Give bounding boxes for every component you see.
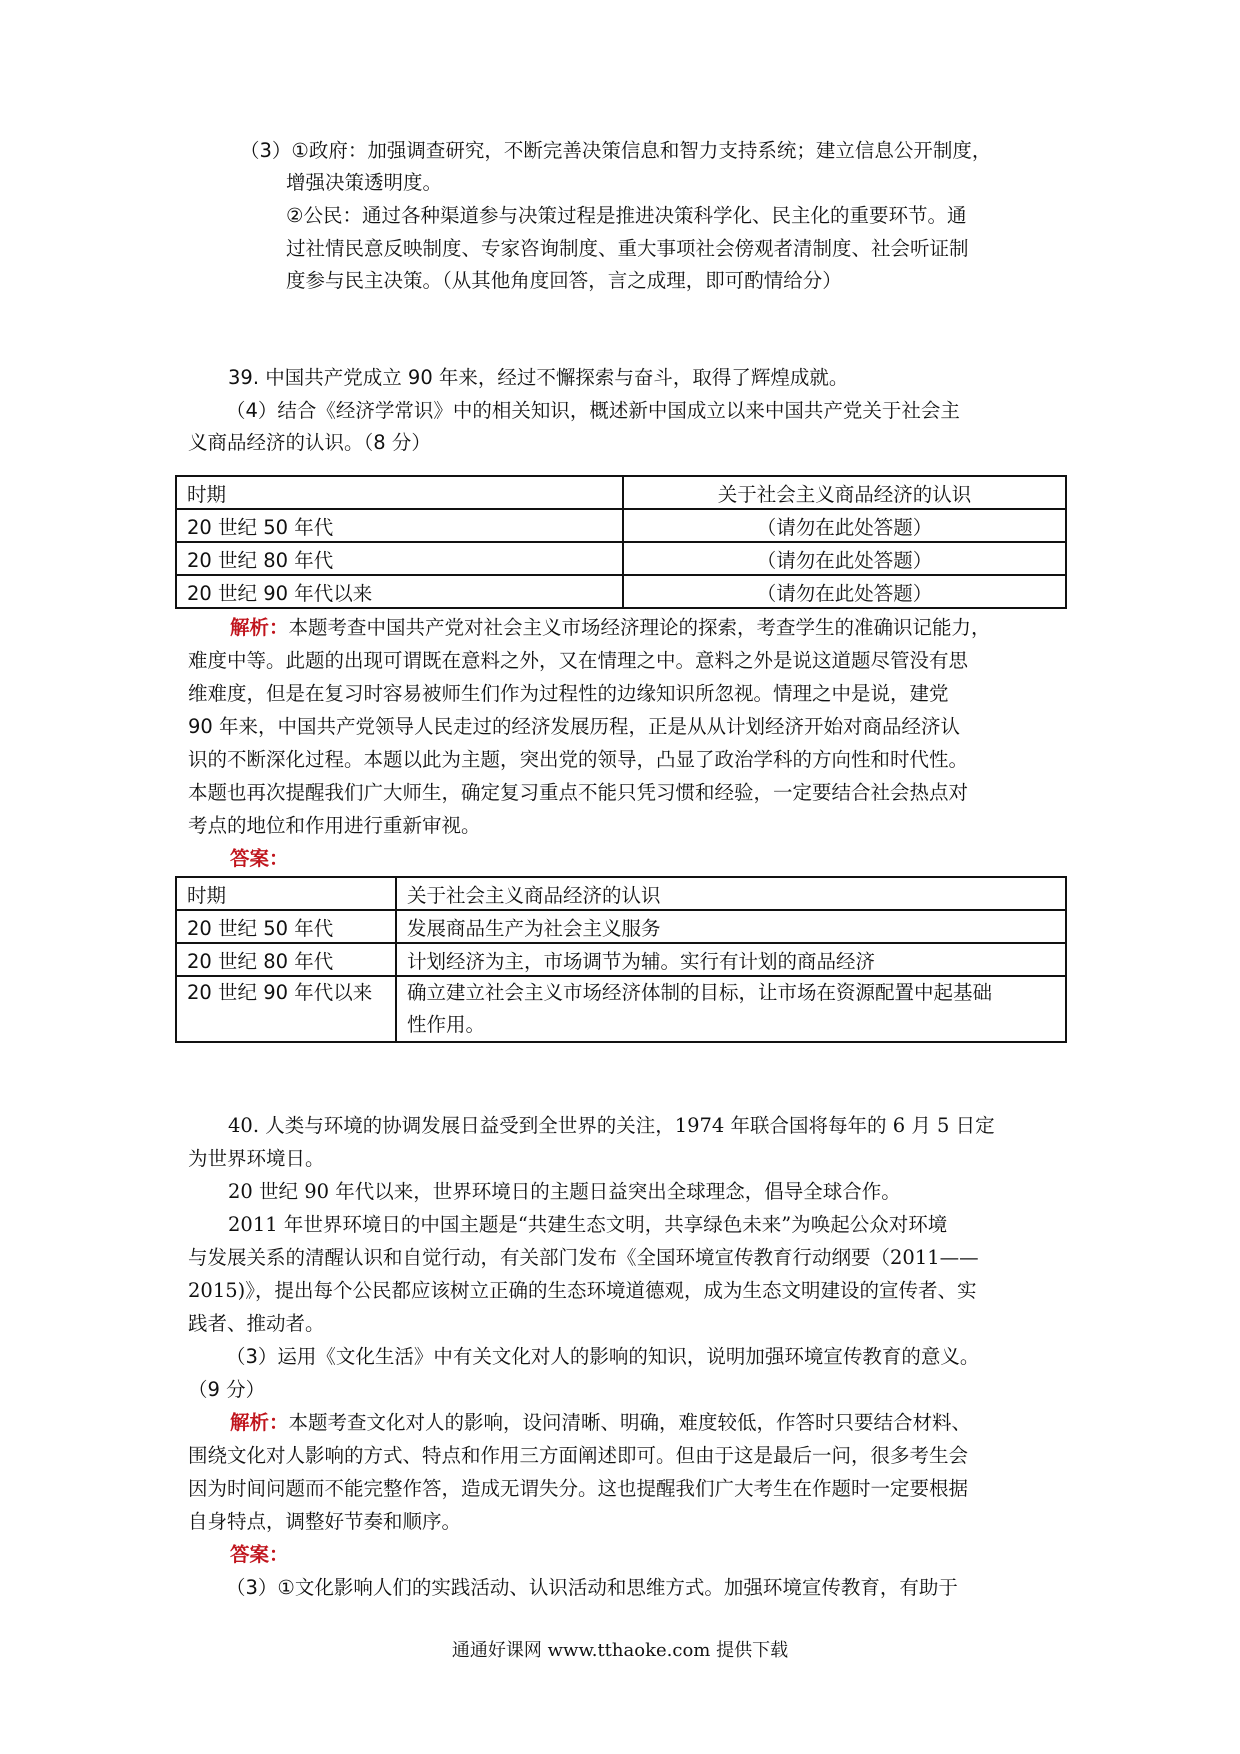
table-header-cell: 关于社会主义商品经济的认识 bbox=[623, 476, 1066, 509]
analysis-label: 解析： bbox=[230, 616, 289, 639]
table-cell: 20 世纪 80 年代 bbox=[176, 542, 623, 575]
q40-answer-line1: （3）①文化影响人们的实践活动、认识活动和思维方式。加强环境宣传教育，有助于 bbox=[226, 1576, 958, 1599]
table-cell: （请勿在此处答题） bbox=[623, 509, 1066, 542]
answer-3-line2: 增强决策透明度。 bbox=[286, 171, 443, 194]
table-header-row bbox=[176, 476, 1066, 509]
table-cell: 20 世纪 90 年代以来 bbox=[176, 575, 623, 608]
answer-3-item2-line2: 过社情民意反映制度、专家咨询制度、重大事项社会傍观者清制度、社会听证制 bbox=[286, 237, 969, 260]
table-header-cell: 时期 bbox=[176, 877, 396, 910]
analysis-text: 本题考查文化对人的影响，设问清晰、明确，难度较低，作答时只要结合材料、 bbox=[288, 1411, 972, 1434]
table-cell: 20 世纪 80 年代 bbox=[176, 943, 396, 976]
answer-3-item2-line1: ②公民：通过各种渠道参与决策过程是推进决策科学化、民主化的重要环节。通 bbox=[286, 204, 967, 227]
q40-para3-line1: 2011 年世界环境日的中国主题是“共建生态文明，共享绿色未来”为唤起公众对环境 bbox=[228, 1213, 948, 1236]
q39-analysis-line4: 90 年来，中国共产党领导人民走过的经济发展历程，正是从从计划经济开始对商品经济认 bbox=[188, 715, 961, 738]
q39-analysis-line6: 本题也再次提醒我们广大师生，确定复习重点不能只凭习惯和经验，一定要结合社会热点对 bbox=[188, 781, 969, 804]
table-cell: 发展商品生产为社会主义服务 bbox=[396, 910, 1066, 943]
q40-analysis-line2: 围绕文化对人影响的方式、特点和作用三方面阐述即可。但由于这是最后一问，很多考生会 bbox=[188, 1444, 969, 1467]
analysis-text: 本题考查中国共产党对社会主义市场经济理论的探索，考查学生的准确识记能力， bbox=[288, 616, 991, 639]
answer-3-line1: （3）①政府：加强调查研究，不断完善决策信息和智力支持系统；建立信息公开制度， bbox=[240, 139, 992, 162]
q40-para3-line2: 与发展关系的清醒认识和自觉行动，有关部门发布《全国环境宣传教育行动纲要（2011—— bbox=[188, 1246, 979, 1269]
q39-analysis-line7: 考点的地位和作用进行重新审视。 bbox=[188, 814, 481, 837]
q39-sub-line2: 义商品经济的认识。（8 分） bbox=[188, 431, 431, 454]
q40-analysis-line4: 自身特点，调整好节奏和顺序。 bbox=[188, 1510, 462, 1533]
q40-analysis-line1 bbox=[230, 1407, 971, 1439]
table-row bbox=[176, 976, 1066, 1042]
q40-stem-line2: 为世界环境日。 bbox=[188, 1147, 325, 1170]
q40-sub-line1: （3）运用《文化生活》中有关文化对人的影响的知识，说明加强环境宣传教育的意义。 bbox=[226, 1345, 980, 1368]
answer-3-item2-line3: 度参与民主决策。（从其他角度回答，言之成理，即可酌情给分） bbox=[286, 269, 842, 292]
table-cell: 20 世纪 90 年代以来 bbox=[176, 976, 396, 1042]
q40-stem-line1: 40. 人类与环境的协调发展日益受到全世界的关注，1974 年联合国将每年的 6 月 5 日定 bbox=[228, 1114, 995, 1137]
q39-analysis-line3: 维难度，但是在复习时容易被师生们作为过程性的边缘知识所忽视。情理之中是说，建党 bbox=[188, 682, 949, 705]
q40-para2: 20 世纪 90 年代以来，世界环境日的主题日益突出全球理念，倡导全球合作。 bbox=[228, 1180, 901, 1203]
table-header-cell: 时期 bbox=[176, 476, 623, 509]
table-row bbox=[176, 542, 1066, 575]
q39-question-table bbox=[175, 475, 1067, 609]
q40-para3-line3: 2015)》，提出每个公民都应该树立正确的生态环境道德观，成为生态文明建设的宣传者、实 bbox=[188, 1279, 977, 1302]
page-footer: 通通好课网 www.tthaoke.com 提供下载 bbox=[451, 1640, 789, 1661]
table-cell: 计划经济为主，市场调节为辅。实行有计划的商品经济 bbox=[396, 943, 1066, 976]
q39-analysis-line2: 难度中等。此题的出现可谓既在意料之外，又在情理之中。意料之外是说这道题尽管没有思 bbox=[188, 649, 969, 672]
q40-analysis-line3: 因为时间问题而不能完整作答，造成无谓失分。这也提醒我们广大考生在作题时一定要根据 bbox=[188, 1477, 969, 1500]
table-row bbox=[176, 575, 1066, 608]
table-cell: 确立建立社会主义市场经济体制的目标，让市场在资源配置中起基础 性作用。 bbox=[396, 976, 1066, 1042]
q39-stem: 39. 中国共产党成立 90 年来，经过不懈探索与奋斗，取得了辉煌成就。 bbox=[228, 366, 849, 389]
table-cell: （请勿在此处答题） bbox=[623, 542, 1066, 575]
q39-analysis-line5: 识的不断深化过程。本题以此为主题，突出党的领导，凸显了政治学科的方向性和时代性。 bbox=[188, 748, 969, 771]
q40-answer-label: 答案： bbox=[230, 1543, 289, 1566]
q39-answer-table bbox=[175, 876, 1067, 1043]
table-header-row bbox=[176, 877, 1066, 910]
q39-analysis-line1 bbox=[230, 612, 991, 644]
table-cell: （请勿在此处答题） bbox=[623, 575, 1066, 608]
q39-answer-label: 答案： bbox=[230, 847, 289, 870]
table-row bbox=[176, 943, 1066, 976]
q40-sub-line2: （9 分） bbox=[188, 1378, 266, 1401]
table-row bbox=[176, 910, 1066, 943]
table-row bbox=[176, 509, 1066, 542]
analysis-label: 解析： bbox=[230, 1411, 289, 1434]
q39-sub-line1: （4）结合《经济学常识》中的相关知识，概述新中国成立以来中国共产党关于社会主 bbox=[226, 399, 960, 422]
table-cell: 20 世纪 50 年代 bbox=[176, 509, 623, 542]
table-cell: 20 世纪 50 年代 bbox=[176, 910, 396, 943]
table-header-cell: 关于社会主义商品经济的认识 bbox=[396, 877, 1066, 910]
q40-para3-line4: 践者、推动者。 bbox=[188, 1312, 325, 1335]
